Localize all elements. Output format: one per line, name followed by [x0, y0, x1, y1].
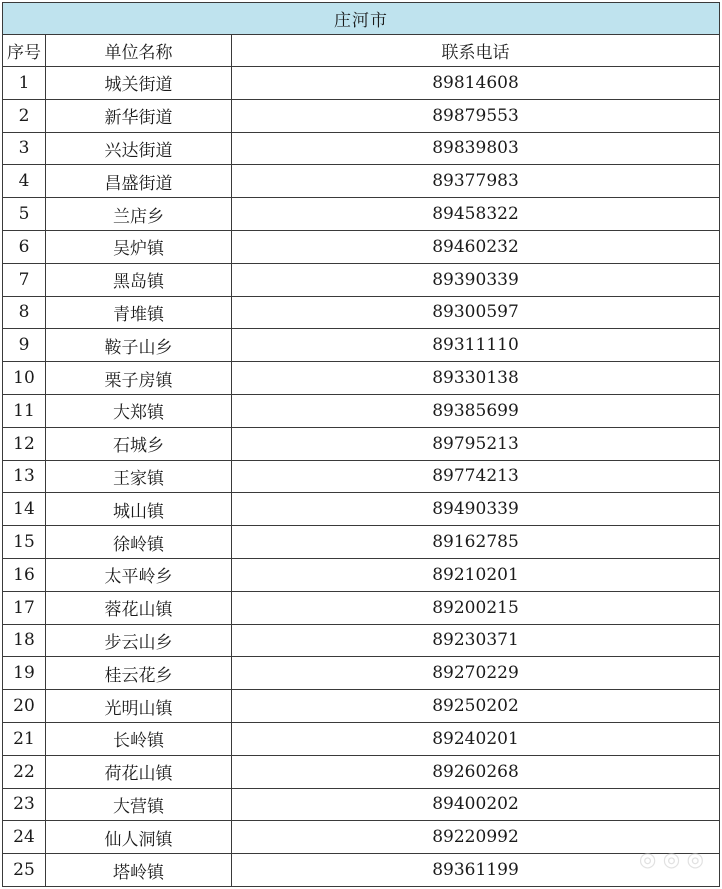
- unit-name-cell: 吴炉镇: [46, 230, 232, 263]
- row-index-cell: 4: [3, 165, 46, 198]
- row-index-cell: 8: [3, 296, 46, 329]
- row-index-cell: 19: [3, 657, 46, 690]
- row-index-cell: 15: [3, 526, 46, 559]
- table-row: [3, 67, 720, 100]
- table-row: [3, 263, 720, 296]
- table-row: [3, 493, 720, 526]
- phone-cell: 89839803: [232, 132, 720, 165]
- row-index-cell: 2: [3, 99, 46, 132]
- phone-cell: 89200215: [232, 591, 720, 624]
- unit-name-cell: 兰店乡: [46, 198, 232, 231]
- unit-name-cell: 黑岛镇: [46, 263, 232, 296]
- header-row: [3, 35, 720, 67]
- unit-name-cell: 荷花山镇: [46, 755, 232, 788]
- table-title: 庄河市: [3, 3, 720, 35]
- phone-cell: 89490339: [232, 493, 720, 526]
- unit-name-cell: 大郑镇: [46, 394, 232, 427]
- phone-cell: 89311110: [232, 329, 720, 362]
- unit-name-cell: 新华街道: [46, 99, 232, 132]
- unit-name-cell: 长岭镇: [46, 722, 232, 755]
- unit-name-cell: 仙人洞镇: [46, 821, 232, 854]
- row-index-cell: 18: [3, 624, 46, 657]
- contact-table: [2, 2, 720, 887]
- row-index-cell: 25: [3, 854, 46, 887]
- phone-cell: 89250202: [232, 690, 720, 723]
- table-row: [3, 821, 720, 854]
- phone-cell: 89162785: [232, 526, 720, 559]
- row-index-cell: 13: [3, 460, 46, 493]
- row-index-cell: 3: [3, 132, 46, 165]
- row-index-cell: 16: [3, 558, 46, 591]
- table-row: [3, 854, 720, 887]
- table-row: [3, 230, 720, 263]
- phone-cell: 89220992: [232, 821, 720, 854]
- unit-name-cell: 步云山乡: [46, 624, 232, 657]
- table-row: [3, 198, 720, 231]
- phone-cell: 89795213: [232, 427, 720, 460]
- table-row: [3, 329, 720, 362]
- watermark: ◎ ◎ ◎: [638, 847, 704, 871]
- unit-name-cell: 蓉花山镇: [46, 591, 232, 624]
- table-row: [3, 165, 720, 198]
- row-index-cell: 5: [3, 198, 46, 231]
- phone-cell: 89230371: [232, 624, 720, 657]
- row-index-cell: 10: [3, 362, 46, 395]
- unit-name-cell: 徐岭镇: [46, 526, 232, 559]
- table-row: [3, 394, 720, 427]
- unit-name-cell: 兴达街道: [46, 132, 232, 165]
- unit-name-cell: 石城乡: [46, 427, 232, 460]
- row-index-cell: 22: [3, 755, 46, 788]
- row-index-cell: 17: [3, 591, 46, 624]
- unit-name-cell: 鞍子山乡: [46, 329, 232, 362]
- row-index-cell: 11: [3, 394, 46, 427]
- phone-cell: 89330138: [232, 362, 720, 395]
- phone-cell: 89361199: [232, 854, 720, 887]
- table-row: [3, 788, 720, 821]
- unit-name-cell: 昌盛街道: [46, 165, 232, 198]
- table-row: [3, 296, 720, 329]
- row-index-cell: 21: [3, 722, 46, 755]
- phone-cell: 89300597: [232, 296, 720, 329]
- phone-cell: 89774213: [232, 460, 720, 493]
- unit-name-cell: 大营镇: [46, 788, 232, 821]
- phone-cell: 89879553: [232, 99, 720, 132]
- unit-name-cell: 塔岭镇: [46, 854, 232, 887]
- phone-cell: 89260268: [232, 755, 720, 788]
- table-row: [3, 690, 720, 723]
- phone-cell: 89210201: [232, 558, 720, 591]
- table-row: [3, 558, 720, 591]
- title-row: [3, 3, 720, 35]
- table-row: [3, 99, 720, 132]
- phone-cell: 89390339: [232, 263, 720, 296]
- phone-cell: 89460232: [232, 230, 720, 263]
- table-row: [3, 132, 720, 165]
- row-index-cell: 7: [3, 263, 46, 296]
- header-unit-name: 单位名称: [46, 35, 232, 67]
- unit-name-cell: 栗子房镇: [46, 362, 232, 395]
- phone-cell: 89814608: [232, 67, 720, 100]
- row-index-cell: 6: [3, 230, 46, 263]
- row-index-cell: 1: [3, 67, 46, 100]
- row-index-cell: 12: [3, 427, 46, 460]
- row-index-cell: 24: [3, 821, 46, 854]
- table-row: [3, 591, 720, 624]
- table-body: [3, 67, 720, 887]
- unit-name-cell: 王家镇: [46, 460, 232, 493]
- header-phone: 联系电话: [232, 35, 720, 67]
- table-row: [3, 460, 720, 493]
- unit-name-cell: 城山镇: [46, 493, 232, 526]
- unit-name-cell: 太平岭乡: [46, 558, 232, 591]
- phone-cell: 89400202: [232, 788, 720, 821]
- unit-name-cell: 光明山镇: [46, 690, 232, 723]
- table-row: [3, 722, 720, 755]
- row-index-cell: 20: [3, 690, 46, 723]
- unit-name-cell: 青堆镇: [46, 296, 232, 329]
- table-row: [3, 362, 720, 395]
- phone-cell: 89240201: [232, 722, 720, 755]
- table-row: [3, 526, 720, 559]
- header-index: 序号: [3, 35, 46, 67]
- phone-cell: 89385699: [232, 394, 720, 427]
- phone-cell: 89377983: [232, 165, 720, 198]
- row-index-cell: 14: [3, 493, 46, 526]
- unit-name-cell: 桂云花乡: [46, 657, 232, 690]
- table-row: [3, 427, 720, 460]
- phone-cell: 89270229: [232, 657, 720, 690]
- unit-name-cell: 城关街道: [46, 67, 232, 100]
- phone-cell: 89458322: [232, 198, 720, 231]
- row-index-cell: 9: [3, 329, 46, 362]
- row-index-cell: 23: [3, 788, 46, 821]
- table-row: [3, 657, 720, 690]
- table-row: [3, 624, 720, 657]
- table-row: [3, 755, 720, 788]
